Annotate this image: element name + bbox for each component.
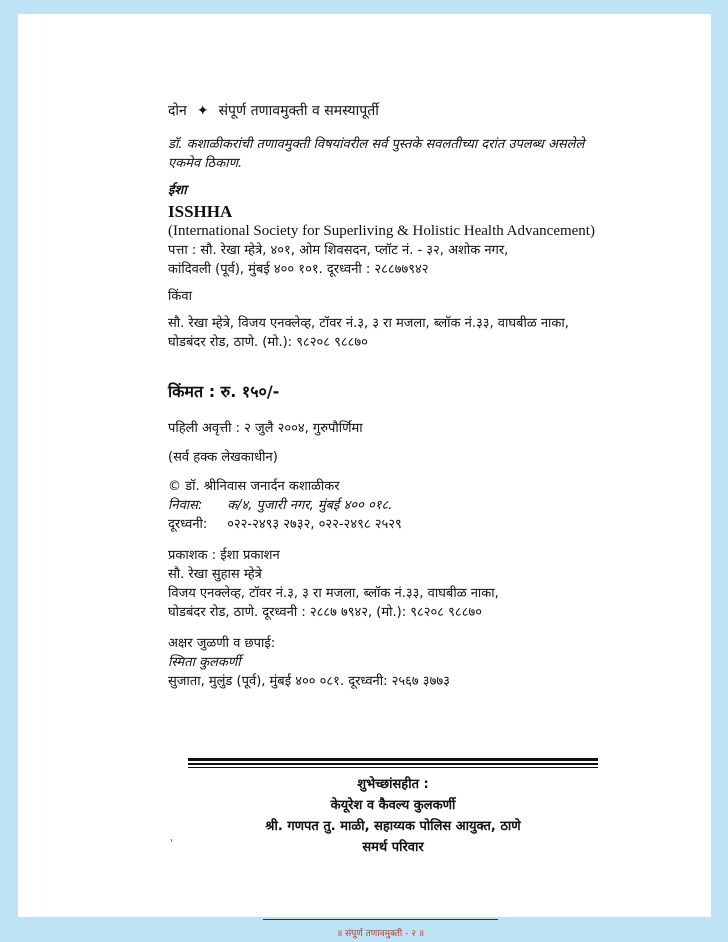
- greetings-line-3: समर्थ परिवार: [362, 840, 424, 855]
- running-header: [168, 102, 628, 121]
- or-text: किंवा: [168, 289, 192, 304]
- residence-row: [168, 496, 628, 515]
- footer-rule: [263, 919, 498, 920]
- diamond-icon: ✦: [196, 103, 209, 119]
- intro-line-2: एकमेव ठिकाण.: [168, 156, 243, 171]
- printing-name: स्मिता कुलकर्णी: [168, 655, 241, 670]
- org-address-line-1: पत्ता : सौ. रेखा म्हेत्रे, ४०१, ओम शिवसदन, प्लॉट नं. - ३२, अशोक नगर,: [168, 243, 509, 258]
- page: [18, 14, 711, 939]
- org-full-name: (International Society for Superliving & Holistic Health Advancement): [168, 223, 595, 239]
- publisher-label: प्रकाशक : ईशा प्रकाशन: [168, 548, 280, 563]
- residence-label: निवास:: [168, 498, 203, 513]
- page-label: दोन: [168, 103, 187, 119]
- book-title: संपूर्ण तणावमुक्ती व समस्यापूर्ती: [218, 103, 379, 119]
- triple-rule-divider: [188, 758, 598, 768]
- price: किंमत : रु. १५०/-: [168, 382, 280, 401]
- greetings-block: [188, 774, 598, 858]
- publisher-name: सौ. रेखा सुहास म्हेत्रे: [168, 567, 262, 582]
- stray-mark: ': [170, 838, 173, 849]
- org-address-line-2: कांदिवली (पूर्व), मुंबई ४०० १०१. दूरध्वनी : २८८७७९४२: [168, 262, 429, 277]
- residence-value: क/४, पुजारी नगर, मुंबई ४०० ०१८.: [227, 498, 393, 513]
- greetings-line-1: केयूरेश व कैवल्य कुलकर्णी: [330, 798, 456, 813]
- page-content: [168, 102, 628, 691]
- publisher-address-line-1: विजय एनक्लेव्ह, टॉवर नं.३, ३ रा मजला, ब्लॉक नं.३३, वाघबीळ नाका,: [168, 586, 499, 601]
- rights: (सर्व हक्क लेखकाधीन): [168, 450, 278, 465]
- alt-address-line-2: घोडबंदर रोड, ठाणे. (मो.): ९८२०८ ९८८७०: [168, 335, 368, 350]
- greetings-line-2: श्री. गणपत तु. माळी, सहाय्यक पोलिस आयुक्त, ठाणे: [265, 819, 521, 834]
- alt-address-line-1: सौ. रेखा म्हेत्रे, विजय एनक्लेव्ह, टॉवर नं.३, ३ रा मजला, ब्लॉक नं.३३, वाघबीळ नाका,: [168, 316, 569, 331]
- printing-label: अक्षर जुळणी व छपाई:: [168, 636, 276, 651]
- intro-line-1: डॉ. कशाळीकरांची तणावमुक्ती विषयांवरील सर्व पुस्तके सवलतीच्या दरांत उपलब्ध असलेले: [168, 137, 585, 152]
- org-name-marathi: ईशा: [168, 183, 187, 198]
- phone-value: ०२२-२४९३ २७३२, ०२२-२४९८ २५२९: [227, 517, 402, 532]
- publisher-address-line-2: घोडबंदर रोड, ठाणे. दूरध्वनी : २८८७ ७९४२, (मो.): ९८२०८ ९८८७०: [168, 605, 482, 620]
- edition: पहिली अवृत्ती : २ जुलै २००४, गुरुपौर्णिमा: [168, 421, 363, 436]
- copyright-line: © डॉ. श्रीनिवास जनार्दन कशाळीकर: [168, 479, 340, 494]
- phone-label: दूरध्वनी:: [168, 517, 208, 532]
- page-footer: ॥ संपूर्ण तणावमुक्ती - २ ॥: [336, 929, 425, 939]
- printing-address: सुजाता, मुलुंड (पूर्व), मुंबई ४०० ०८१. दूरध्वनी: २५६७ ३७७३: [168, 674, 450, 689]
- greetings-title: शुभेच्छांसहीत :: [357, 777, 429, 792]
- org-name-english: ISSHHA: [168, 202, 233, 221]
- phone-row: [168, 515, 628, 534]
